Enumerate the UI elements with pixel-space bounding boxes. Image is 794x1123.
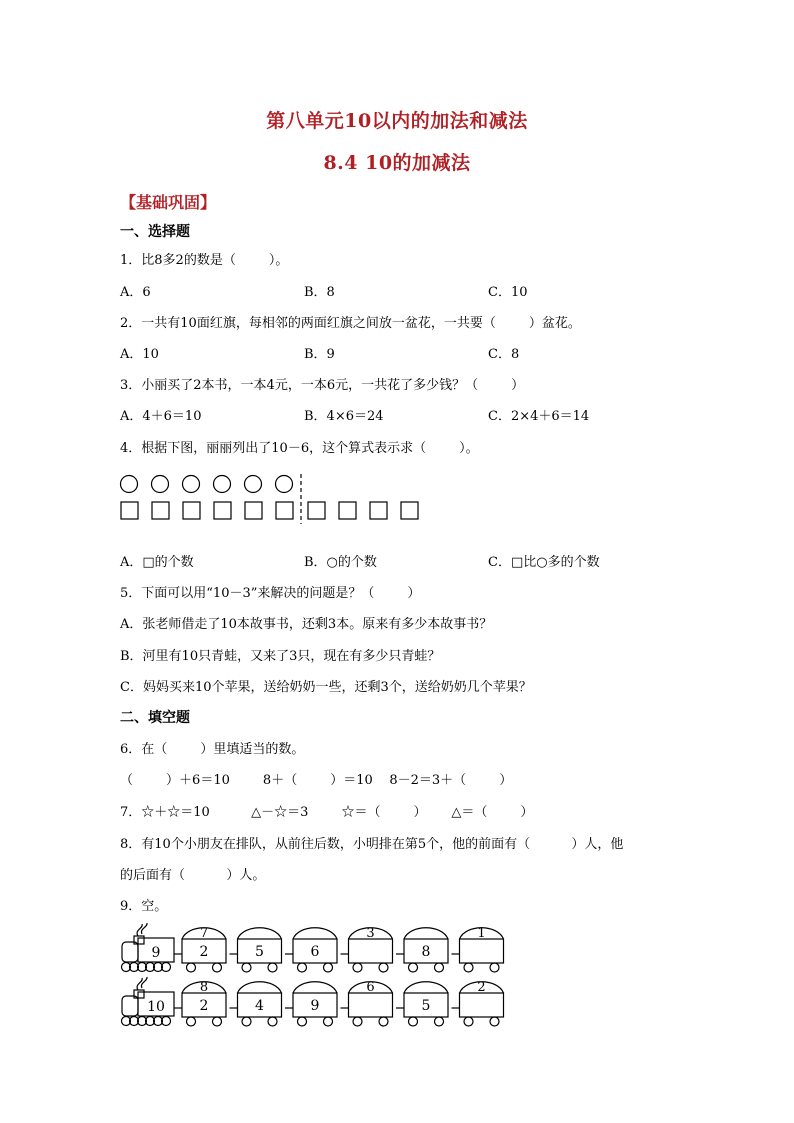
q4-option-c: C．□比○多的个数 (488, 555, 600, 570)
part2-heading: 二、填空题 (120, 710, 190, 726)
circle-shape (183, 476, 200, 493)
circle-shape (245, 476, 262, 493)
train-engine (122, 923, 175, 972)
car-body (460, 993, 504, 1017)
question-6-blanks: （ ）＋6＝10 8＋（ ）＝10 8－2＝3＋（ ） (120, 773, 513, 788)
car-wheel (379, 963, 388, 972)
car-top-number: 8 (199, 980, 209, 995)
car-top-number: 6 (366, 980, 375, 995)
train-engine (122, 977, 175, 1026)
car-bottom-number: 2 (199, 998, 209, 1014)
car-wheel (298, 1017, 307, 1026)
square-row (121, 502, 418, 519)
q2-option-a: A．10 (120, 347, 159, 362)
train-car (341, 926, 393, 972)
car-wheel (268, 963, 277, 972)
square-shape (245, 502, 262, 519)
train-car (230, 928, 282, 972)
car-bottom-number: 4 (255, 998, 264, 1014)
square-shape (370, 502, 387, 519)
car-wheel (187, 963, 196, 972)
part1-heading: 一、选择题 (120, 224, 190, 240)
square-shape (401, 502, 418, 519)
square-shape (214, 502, 231, 519)
car-bottom-number: 5 (255, 944, 264, 960)
car-wheel (409, 963, 418, 972)
car-wheel (490, 963, 499, 972)
car-wheel (324, 1017, 333, 1026)
train-car (396, 982, 448, 1026)
car-wheel (490, 1017, 499, 1026)
train-car (174, 926, 226, 972)
car-top-number: 3 (366, 926, 375, 941)
smoke-icon (137, 923, 147, 936)
car-load-dome (238, 928, 282, 939)
train-row-1 (120, 922, 510, 974)
car-top-number: 7 (199, 926, 209, 941)
q1-option-c: C．10 (488, 285, 528, 300)
engine-boiler (122, 996, 138, 1016)
car-wheel (464, 963, 473, 972)
car-body (349, 939, 393, 963)
q4-option-a: A．□的个数 (120, 555, 194, 570)
question-8-line2: 的后面有（ ）人。 (120, 868, 266, 883)
q5-option-a: A．张老师借走了10本故事书，还剩3本。原来有多少本故事书？ (120, 617, 493, 632)
train-car (230, 982, 282, 1026)
q3-option-c: C．2×4＋6＝14 (488, 409, 590, 424)
square-shape (121, 502, 138, 519)
car-load-dome (238, 982, 282, 993)
circle-shape (152, 476, 169, 493)
car-wheel (298, 963, 307, 972)
car-wheel (324, 963, 333, 972)
car-bottom-number: 8 (421, 944, 431, 960)
train-car (396, 928, 448, 972)
car-load-dome (404, 982, 448, 993)
car-bottom-number: 2 (199, 944, 209, 960)
car-load-dome (293, 928, 337, 939)
question-9: 9．空。 (120, 899, 168, 914)
question-7: 7．☆＋☆＝10 △－☆＝3 ☆＝（ ） △＝（ ） (120, 805, 534, 820)
square-shape (276, 502, 293, 519)
square-shape (308, 502, 325, 519)
page-title: 第八单元10以内的加法和减法 (266, 110, 528, 132)
car-wheel (268, 1017, 277, 1026)
car-wheel (435, 963, 444, 972)
page-subtitle: 8.4 10的加减法 (323, 152, 471, 174)
car-top-number: 1 (477, 926, 486, 941)
question-6: 6．在（ ）里填适当的数。 (120, 742, 305, 757)
question-3: 3．小丽买了2本书，一本4元，一本6元，一共花了多少钱？（ ） (120, 378, 525, 393)
smoke-icon (137, 977, 147, 990)
q5-option-c: C．妈妈买来10个苹果，送给奶奶一些，还剩3个，送给奶奶几个苹果？ (120, 680, 532, 695)
car-wheel (242, 963, 251, 972)
circles-squares-figure (118, 474, 428, 524)
train-car (174, 980, 226, 1026)
car-bottom-number: 9 (310, 998, 320, 1014)
square-shape (183, 502, 200, 519)
train-car (285, 982, 337, 1026)
circle-row (121, 476, 293, 493)
q1-option-b: B．8 (304, 285, 335, 300)
engine-number: 9 (151, 945, 161, 961)
engine-boiler (122, 942, 138, 962)
car-bottom-number: 6 (310, 944, 320, 960)
car-wheel (409, 1017, 418, 1026)
car-wheel (353, 963, 362, 972)
square-shape (339, 502, 356, 519)
train-car (452, 926, 504, 972)
q5-option-b: B．河里有10只青蛙，又来了3只，现在有多少只青蛙？ (120, 649, 441, 664)
circle-shape (121, 476, 138, 493)
car-load-dome (293, 982, 337, 993)
q4-option-b: B．○的个数 (304, 555, 377, 570)
question-5: 5．下面可以用“10－3”来解决的问题是？（ ） (120, 586, 421, 601)
car-wheel (379, 1017, 388, 1026)
car-wheel (213, 1017, 222, 1026)
car-wheel (353, 1017, 362, 1026)
square-shape (152, 502, 169, 519)
train-car (285, 928, 337, 972)
train-car (452, 980, 504, 1026)
q2-option-c: C．8 (488, 347, 520, 362)
train-row-2 (120, 976, 510, 1028)
question-2: 2．一共有10面红旗，每相邻的两面红旗之间放一盆花，一共要（ ）盆花。 (120, 316, 581, 331)
train-car (341, 980, 393, 1026)
question-1: 1．比8多2的数是（ ）。 (120, 253, 289, 268)
car-wheel (187, 1017, 196, 1026)
engine-number: 10 (147, 999, 165, 1015)
question-8-line1: 8．有10个小朋友在排队，从前往后数，小明排在第5个，他的前面有（ ）人，他 (120, 837, 624, 852)
car-wheel (242, 1017, 251, 1026)
car-wheel (435, 1017, 444, 1026)
car-wheel (464, 1017, 473, 1026)
car-body (460, 939, 504, 963)
car-load-dome (404, 928, 448, 939)
circle-shape (214, 476, 231, 493)
q3-option-b: B．4×6＝24 (304, 409, 384, 424)
car-wheel (213, 963, 222, 972)
q2-option-b: B．9 (304, 347, 335, 362)
section-label: 【基础巩固】 (120, 193, 217, 212)
q3-option-a: A．4＋6＝10 (120, 409, 202, 424)
question-4: 4．根据下图，丽丽列出了10－6，这个算式表示求（ ）。 (120, 441, 479, 456)
q1-option-a: A．6 (120, 285, 151, 300)
car-body (349, 993, 393, 1017)
car-bottom-number: 5 (421, 998, 431, 1014)
car-top-number: 2 (477, 980, 486, 995)
circle-shape (276, 476, 293, 493)
